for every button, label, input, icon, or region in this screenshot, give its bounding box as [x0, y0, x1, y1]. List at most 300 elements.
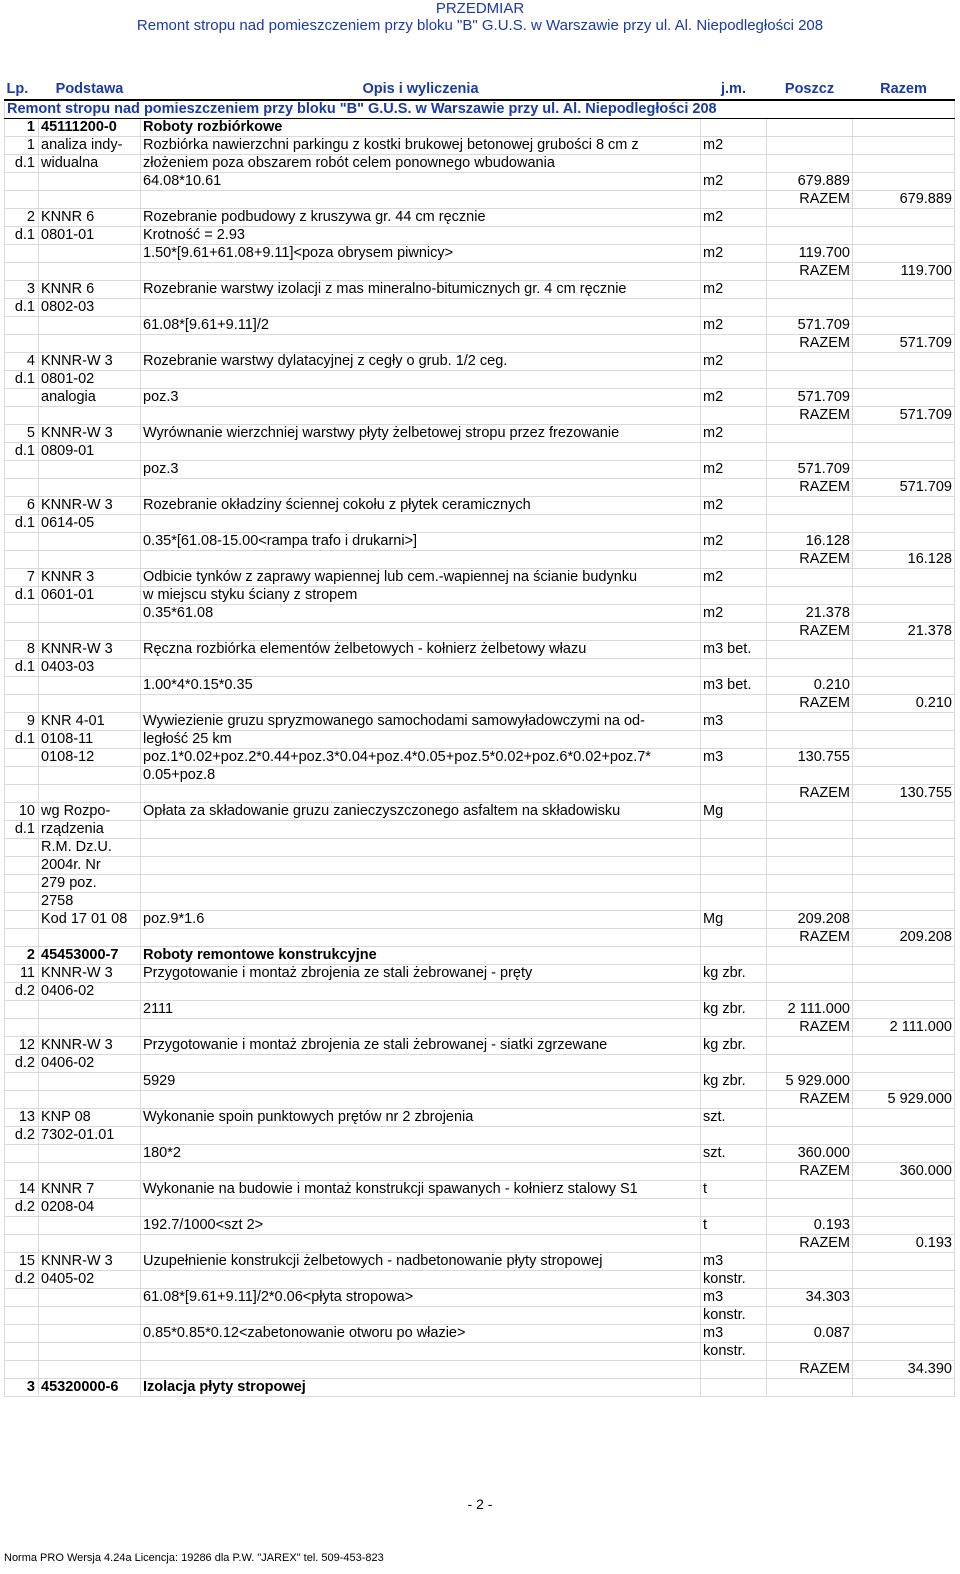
empty-cell [701, 479, 767, 497]
item-basis [39, 767, 141, 785]
empty-cell [141, 857, 701, 875]
calc-row [5, 1145, 955, 1163]
item-number: 9 [5, 713, 39, 731]
item-row-cont [5, 1055, 955, 1073]
razem-row [5, 1091, 955, 1109]
item-unit: m2 [701, 353, 767, 371]
razem-row [5, 407, 955, 425]
empty-cell [39, 1235, 141, 1253]
item-basis: 0108-11 [39, 731, 141, 749]
empty-cell [767, 1307, 853, 1325]
calc-formula: 61.08*[9.61+9.11]/2 [141, 317, 701, 335]
item-basis: widualna [39, 155, 141, 173]
project-name: Remont stropu nad pomieszczeniem przy bloku "B" G.U.S. w Warszawie przy ul. Al. Niepodległości 208 [5, 100, 955, 119]
razem-total: 16.128 [853, 551, 955, 569]
calc-value: 21.378 [767, 605, 853, 623]
razem-row [5, 929, 955, 947]
empty-cell [39, 695, 141, 713]
empty-cell [39, 1163, 141, 1181]
calc-row-cont [5, 1343, 955, 1361]
empty-cell [767, 443, 853, 461]
item-unit: kg zbr. [701, 965, 767, 983]
item-basis [39, 173, 141, 191]
item-description [141, 1199, 701, 1217]
col-lp: Lp. [5, 80, 39, 100]
calc-unit: m2 [701, 245, 767, 263]
item-row-cont [5, 839, 955, 857]
empty-cell [701, 1163, 767, 1181]
item-description [141, 1055, 701, 1073]
document-title: PRZEDMIAR [435, 0, 525, 17]
empty-cell [767, 983, 853, 1001]
empty-cell [141, 407, 701, 425]
item-part: d.1 [5, 371, 39, 389]
empty-cell [767, 1271, 853, 1289]
empty-cell [5, 605, 39, 623]
empty-cell [767, 857, 853, 875]
razem-row [5, 1235, 955, 1253]
item-row [5, 497, 955, 515]
calc-formula: 0.85*0.85*0.12<zabetonowanie otworu po włazie> [141, 1325, 701, 1343]
razem-row [5, 1361, 955, 1379]
empty-cell [853, 299, 955, 317]
calc-formula: poz.3 [141, 461, 701, 479]
bill-of-quantities-table [4, 80, 955, 1397]
calc-unit: m3 [701, 1289, 767, 1307]
razem-label: RAZEM [767, 191, 853, 209]
empty-cell [39, 929, 141, 947]
empty-cell [5, 1073, 39, 1091]
item-number: 10 [5, 803, 39, 821]
calc-unit: m3 [701, 749, 767, 767]
item-basis: 0406-02 [39, 1055, 141, 1073]
item-basis: analiza indy- [39, 137, 141, 155]
item-row-cont [5, 1127, 955, 1145]
razem-label: RAZEM [767, 479, 853, 497]
empty-cell [767, 641, 853, 659]
empty-cell [853, 1307, 955, 1325]
item-number: 5 [5, 425, 39, 443]
calc-unit: konstr. [701, 1307, 767, 1325]
item-row [5, 1109, 955, 1127]
calc-value: 2 111.000 [767, 1001, 853, 1019]
item-row-cont [5, 731, 955, 749]
empty-cell [767, 371, 853, 389]
section-code: 45453000-7 [39, 947, 141, 965]
item-row [5, 281, 955, 299]
item-number: 2 [5, 209, 39, 227]
item-description: Odbicie tynków z zaprawy wapiennej lub cem.-wapiennej na ścianie budynku [141, 569, 701, 587]
item-basis: KNNR-W 3 [39, 641, 141, 659]
empty-cell [767, 515, 853, 533]
item-description: Wykonanie spoin punktowych prętów nr 2 zbrojenia [141, 1109, 701, 1127]
empty-cell [853, 641, 955, 659]
item-description: Opłata za składowanie gruzu zanieczyszczonego asfaltem na składowisku [141, 803, 701, 821]
empty-cell [767, 1181, 853, 1199]
calc-value: 209.208 [767, 911, 853, 929]
empty-cell [5, 767, 39, 785]
item-unit [701, 821, 767, 839]
item-basis: KNNR-W 3 [39, 965, 141, 983]
item-basis: 0208-04 [39, 1199, 141, 1217]
calc-unit: m2 [701, 461, 767, 479]
razem-label: RAZEM [767, 1163, 853, 1181]
item-basis: 7302-01.01 [39, 1127, 141, 1145]
empty-cell [39, 479, 141, 497]
item-description: Wykonanie na budowie i montaż konstrukcji spawanych - kołnierz stalowy S1 [141, 1181, 701, 1199]
empty-cell [701, 551, 767, 569]
item-basis: 0406-02 [39, 983, 141, 1001]
section-row [5, 947, 955, 965]
calc-unit: szt. [701, 1145, 767, 1163]
empty-cell [39, 623, 141, 641]
empty-cell [767, 353, 853, 371]
item-unit: kg zbr. [701, 1037, 767, 1055]
item-row-cont [5, 659, 955, 677]
empty-cell [853, 389, 955, 407]
section-name: Roboty rozbiórkowe [141, 119, 701, 137]
item-part: d.1 [5, 659, 39, 677]
calc-row-cont [5, 767, 955, 785]
section-row [5, 119, 955, 137]
empty-cell [853, 371, 955, 389]
empty-cell [5, 389, 39, 407]
item-part: d.2 [5, 1055, 39, 1073]
item-row-cont [5, 515, 955, 533]
calc-row [5, 1073, 955, 1091]
calc-value: 0.087 [767, 1325, 853, 1343]
item-description: złożeniem poza obszarem robót celem ponownego wbudowania [141, 155, 701, 173]
item-unit: m3 bet. [701, 641, 767, 659]
item-row [5, 569, 955, 587]
calc-formula: 61.08*[9.61+9.11]/2*0.06<płyta stropowa> [141, 1289, 701, 1307]
empty-cell [853, 1073, 955, 1091]
item-description [141, 1127, 701, 1145]
empty-cell [853, 1325, 955, 1343]
item-part: d.1 [5, 731, 39, 749]
calc-row [5, 245, 955, 263]
empty-cell [141, 263, 701, 281]
empty-cell [5, 785, 39, 803]
item-basis [39, 317, 141, 335]
item-row-cont [5, 875, 955, 893]
item-unit: m2 [701, 281, 767, 299]
empty-cell [39, 785, 141, 803]
razem-total: 119.700 [853, 263, 955, 281]
item-description [141, 659, 701, 677]
empty-cell [853, 821, 955, 839]
empty-cell [767, 1379, 853, 1397]
empty-cell [767, 947, 853, 965]
empty-cell [853, 947, 955, 965]
empty-cell [701, 1091, 767, 1109]
empty-cell [141, 1019, 701, 1037]
item-unit [701, 1127, 767, 1145]
calc-row [5, 1289, 955, 1307]
item-part: d.1 [5, 587, 39, 605]
item-row [5, 803, 955, 821]
item-basis: KNNR-W 3 [39, 497, 141, 515]
item-basis [39, 1073, 141, 1091]
empty-cell [5, 1235, 39, 1253]
empty-cell [5, 893, 39, 911]
empty-cell [5, 533, 39, 551]
empty-cell [767, 299, 853, 317]
empty-cell [853, 983, 955, 1001]
empty-cell [701, 1379, 767, 1397]
empty-cell [853, 911, 955, 929]
empty-cell [853, 587, 955, 605]
item-basis [39, 1289, 141, 1307]
item-description: Rozebranie warstwy dylatacyjnej z cegły o grub. 1/2 ceg. [141, 353, 701, 371]
section-code: 45111200-0 [39, 119, 141, 137]
item-number: 7 [5, 569, 39, 587]
item-row-cont [5, 227, 955, 245]
calc-row [5, 389, 955, 407]
item-row-cont [5, 371, 955, 389]
empty-cell [39, 191, 141, 209]
item-basis: 0601-01 [39, 587, 141, 605]
item-basis: 0801-01 [39, 227, 141, 245]
item-basis [39, 533, 141, 551]
calc-formula: 0.35*[61.08-15.00<rampa trafo i drukarni>] [141, 533, 701, 551]
razem-total: 360.000 [853, 1163, 955, 1181]
calc-value: 360.000 [767, 1145, 853, 1163]
empty-cell [5, 1145, 39, 1163]
item-unit [701, 1055, 767, 1073]
calc-unit: m2 [701, 605, 767, 623]
item-description: Krotność = 2.93 [141, 227, 701, 245]
item-row-cont [5, 821, 955, 839]
razem-total: 571.709 [853, 479, 955, 497]
item-unit [701, 983, 767, 1001]
section-name: Roboty remontowe konstrukcyjne [141, 947, 701, 965]
item-row [5, 1037, 955, 1055]
item-basis: KNNR 7 [39, 1181, 141, 1199]
calc-row [5, 1001, 955, 1019]
empty-cell [767, 209, 853, 227]
calc-row [5, 317, 955, 335]
empty-cell [853, 1145, 955, 1163]
calc-unit: m3 bet. [701, 677, 767, 695]
col-podstawa: Podstawa [39, 80, 141, 100]
col-jm: j.m. [701, 80, 767, 100]
item-basis [39, 1343, 141, 1361]
empty-cell [141, 893, 701, 911]
empty-cell [853, 209, 955, 227]
item-unit [701, 227, 767, 245]
empty-cell [5, 929, 39, 947]
empty-cell [853, 731, 955, 749]
empty-cell [767, 1199, 853, 1217]
item-unit: m2 [701, 425, 767, 443]
empty-cell [853, 803, 955, 821]
empty-cell [853, 497, 955, 515]
razem-total: 571.709 [853, 407, 955, 425]
item-basis: 0108-12 [39, 749, 141, 767]
empty-cell [853, 137, 955, 155]
empty-cell [5, 1361, 39, 1379]
item-basis: analogia [39, 389, 141, 407]
razem-total: 34.390 [853, 1361, 955, 1379]
calc-formula: 0.05+poz.8 [141, 767, 701, 785]
item-row-cont [5, 857, 955, 875]
section-number: 1 [5, 119, 39, 137]
empty-cell [39, 335, 141, 353]
calc-formula: 5929 [141, 1073, 701, 1091]
razem-label: RAZEM [767, 929, 853, 947]
empty-cell [39, 1091, 141, 1109]
empty-cell [853, 155, 955, 173]
item-part: d.2 [5, 983, 39, 1001]
item-number: 3 [5, 281, 39, 299]
item-row-cont [5, 983, 955, 1001]
calc-formula [141, 1307, 701, 1325]
section-name: Izolacja płyty stropowej [141, 1379, 701, 1397]
empty-cell [853, 857, 955, 875]
empty-cell [141, 875, 701, 893]
razem-row [5, 1019, 955, 1037]
empty-cell [141, 335, 701, 353]
empty-cell [701, 1235, 767, 1253]
empty-cell [5, 479, 39, 497]
calc-unit: m2 [701, 317, 767, 335]
empty-cell [141, 839, 701, 857]
item-basis: 279 poz. [39, 875, 141, 893]
item-unit: m2 [701, 209, 767, 227]
item-part: d.2 [5, 1199, 39, 1217]
empty-cell [853, 1181, 955, 1199]
empty-cell [701, 1361, 767, 1379]
item-row [5, 1253, 955, 1271]
empty-cell [767, 137, 853, 155]
item-row-cont [5, 299, 955, 317]
empty-cell [767, 227, 853, 245]
item-basis: 0809-01 [39, 443, 141, 461]
empty-cell [701, 785, 767, 803]
calc-unit: kg zbr. [701, 1001, 767, 1019]
razem-row [5, 551, 955, 569]
razem-row [5, 1163, 955, 1181]
calc-row [5, 911, 955, 929]
calc-unit: konstr. [701, 1343, 767, 1361]
empty-cell [853, 119, 955, 137]
empty-cell [701, 929, 767, 947]
empty-cell [853, 965, 955, 983]
item-unit [701, 155, 767, 173]
empty-cell [767, 713, 853, 731]
calc-unit: m3 [701, 1325, 767, 1343]
empty-cell [141, 479, 701, 497]
empty-cell [39, 263, 141, 281]
empty-cell [767, 875, 853, 893]
calc-row-cont [5, 1307, 955, 1325]
razem-label: RAZEM [767, 1361, 853, 1379]
item-basis [39, 245, 141, 263]
item-basis: 0405-02 [39, 1271, 141, 1289]
item-description: Wywiezienie gruzu spryzmowanego samochodami samowyładowczymi na od- [141, 713, 701, 731]
empty-cell [5, 1307, 39, 1325]
razem-total: 21.378 [853, 623, 955, 641]
razem-label: RAZEM [767, 407, 853, 425]
empty-cell [853, 713, 955, 731]
calc-formula: 1.50*[9.61+61.08+9.11]<poza obrysem piwnicy> [141, 245, 701, 263]
razem-row [5, 785, 955, 803]
item-number: 1 [5, 137, 39, 155]
calc-formula [141, 1343, 701, 1361]
item-unit [701, 659, 767, 677]
empty-cell [767, 839, 853, 857]
item-basis: 2758 [39, 893, 141, 911]
item-unit [701, 731, 767, 749]
calc-value: 0.193 [767, 1217, 853, 1235]
item-basis: KNNR 6 [39, 281, 141, 299]
razem-total: 679.889 [853, 191, 955, 209]
empty-cell [5, 1001, 39, 1019]
section-number: 3 [5, 1379, 39, 1397]
empty-cell [5, 191, 39, 209]
calc-row [5, 1325, 955, 1343]
item-basis: rządzenia [39, 821, 141, 839]
empty-cell [39, 1019, 141, 1037]
empty-cell [5, 1019, 39, 1037]
razem-label: RAZEM [767, 785, 853, 803]
empty-cell [767, 1127, 853, 1145]
calc-formula: 2111 [141, 1001, 701, 1019]
razem-row [5, 191, 955, 209]
item-basis [39, 677, 141, 695]
empty-cell [5, 317, 39, 335]
empty-cell [767, 497, 853, 515]
empty-cell [141, 695, 701, 713]
empty-cell [767, 1055, 853, 1073]
calc-row [5, 533, 955, 551]
empty-cell [39, 551, 141, 569]
empty-cell [5, 407, 39, 425]
calc-formula: 180*2 [141, 1145, 701, 1163]
item-row [5, 137, 955, 155]
item-basis: 0403-03 [39, 659, 141, 677]
empty-cell [141, 623, 701, 641]
item-row-cont [5, 155, 955, 173]
razem-total: 130.755 [853, 785, 955, 803]
item-row [5, 641, 955, 659]
item-row-cont [5, 1271, 955, 1289]
razem-total: 5 929.000 [853, 1091, 955, 1109]
razem-row [5, 263, 955, 281]
empty-cell [853, 515, 955, 533]
empty-cell [5, 1289, 39, 1307]
empty-cell [853, 893, 955, 911]
empty-cell [853, 1037, 955, 1055]
empty-cell [767, 119, 853, 137]
empty-cell [5, 1091, 39, 1109]
empty-cell [853, 1271, 955, 1289]
empty-cell [853, 875, 955, 893]
empty-cell [5, 1325, 39, 1343]
item-unit [701, 443, 767, 461]
calc-unit: m2 [701, 389, 767, 407]
empty-cell [767, 659, 853, 677]
empty-cell [853, 425, 955, 443]
item-basis: R.M. Dz.U. [39, 839, 141, 857]
razem-row [5, 695, 955, 713]
item-row [5, 713, 955, 731]
empty-cell [853, 1199, 955, 1217]
empty-cell [141, 1091, 701, 1109]
empty-cell [5, 857, 39, 875]
empty-cell [5, 875, 39, 893]
